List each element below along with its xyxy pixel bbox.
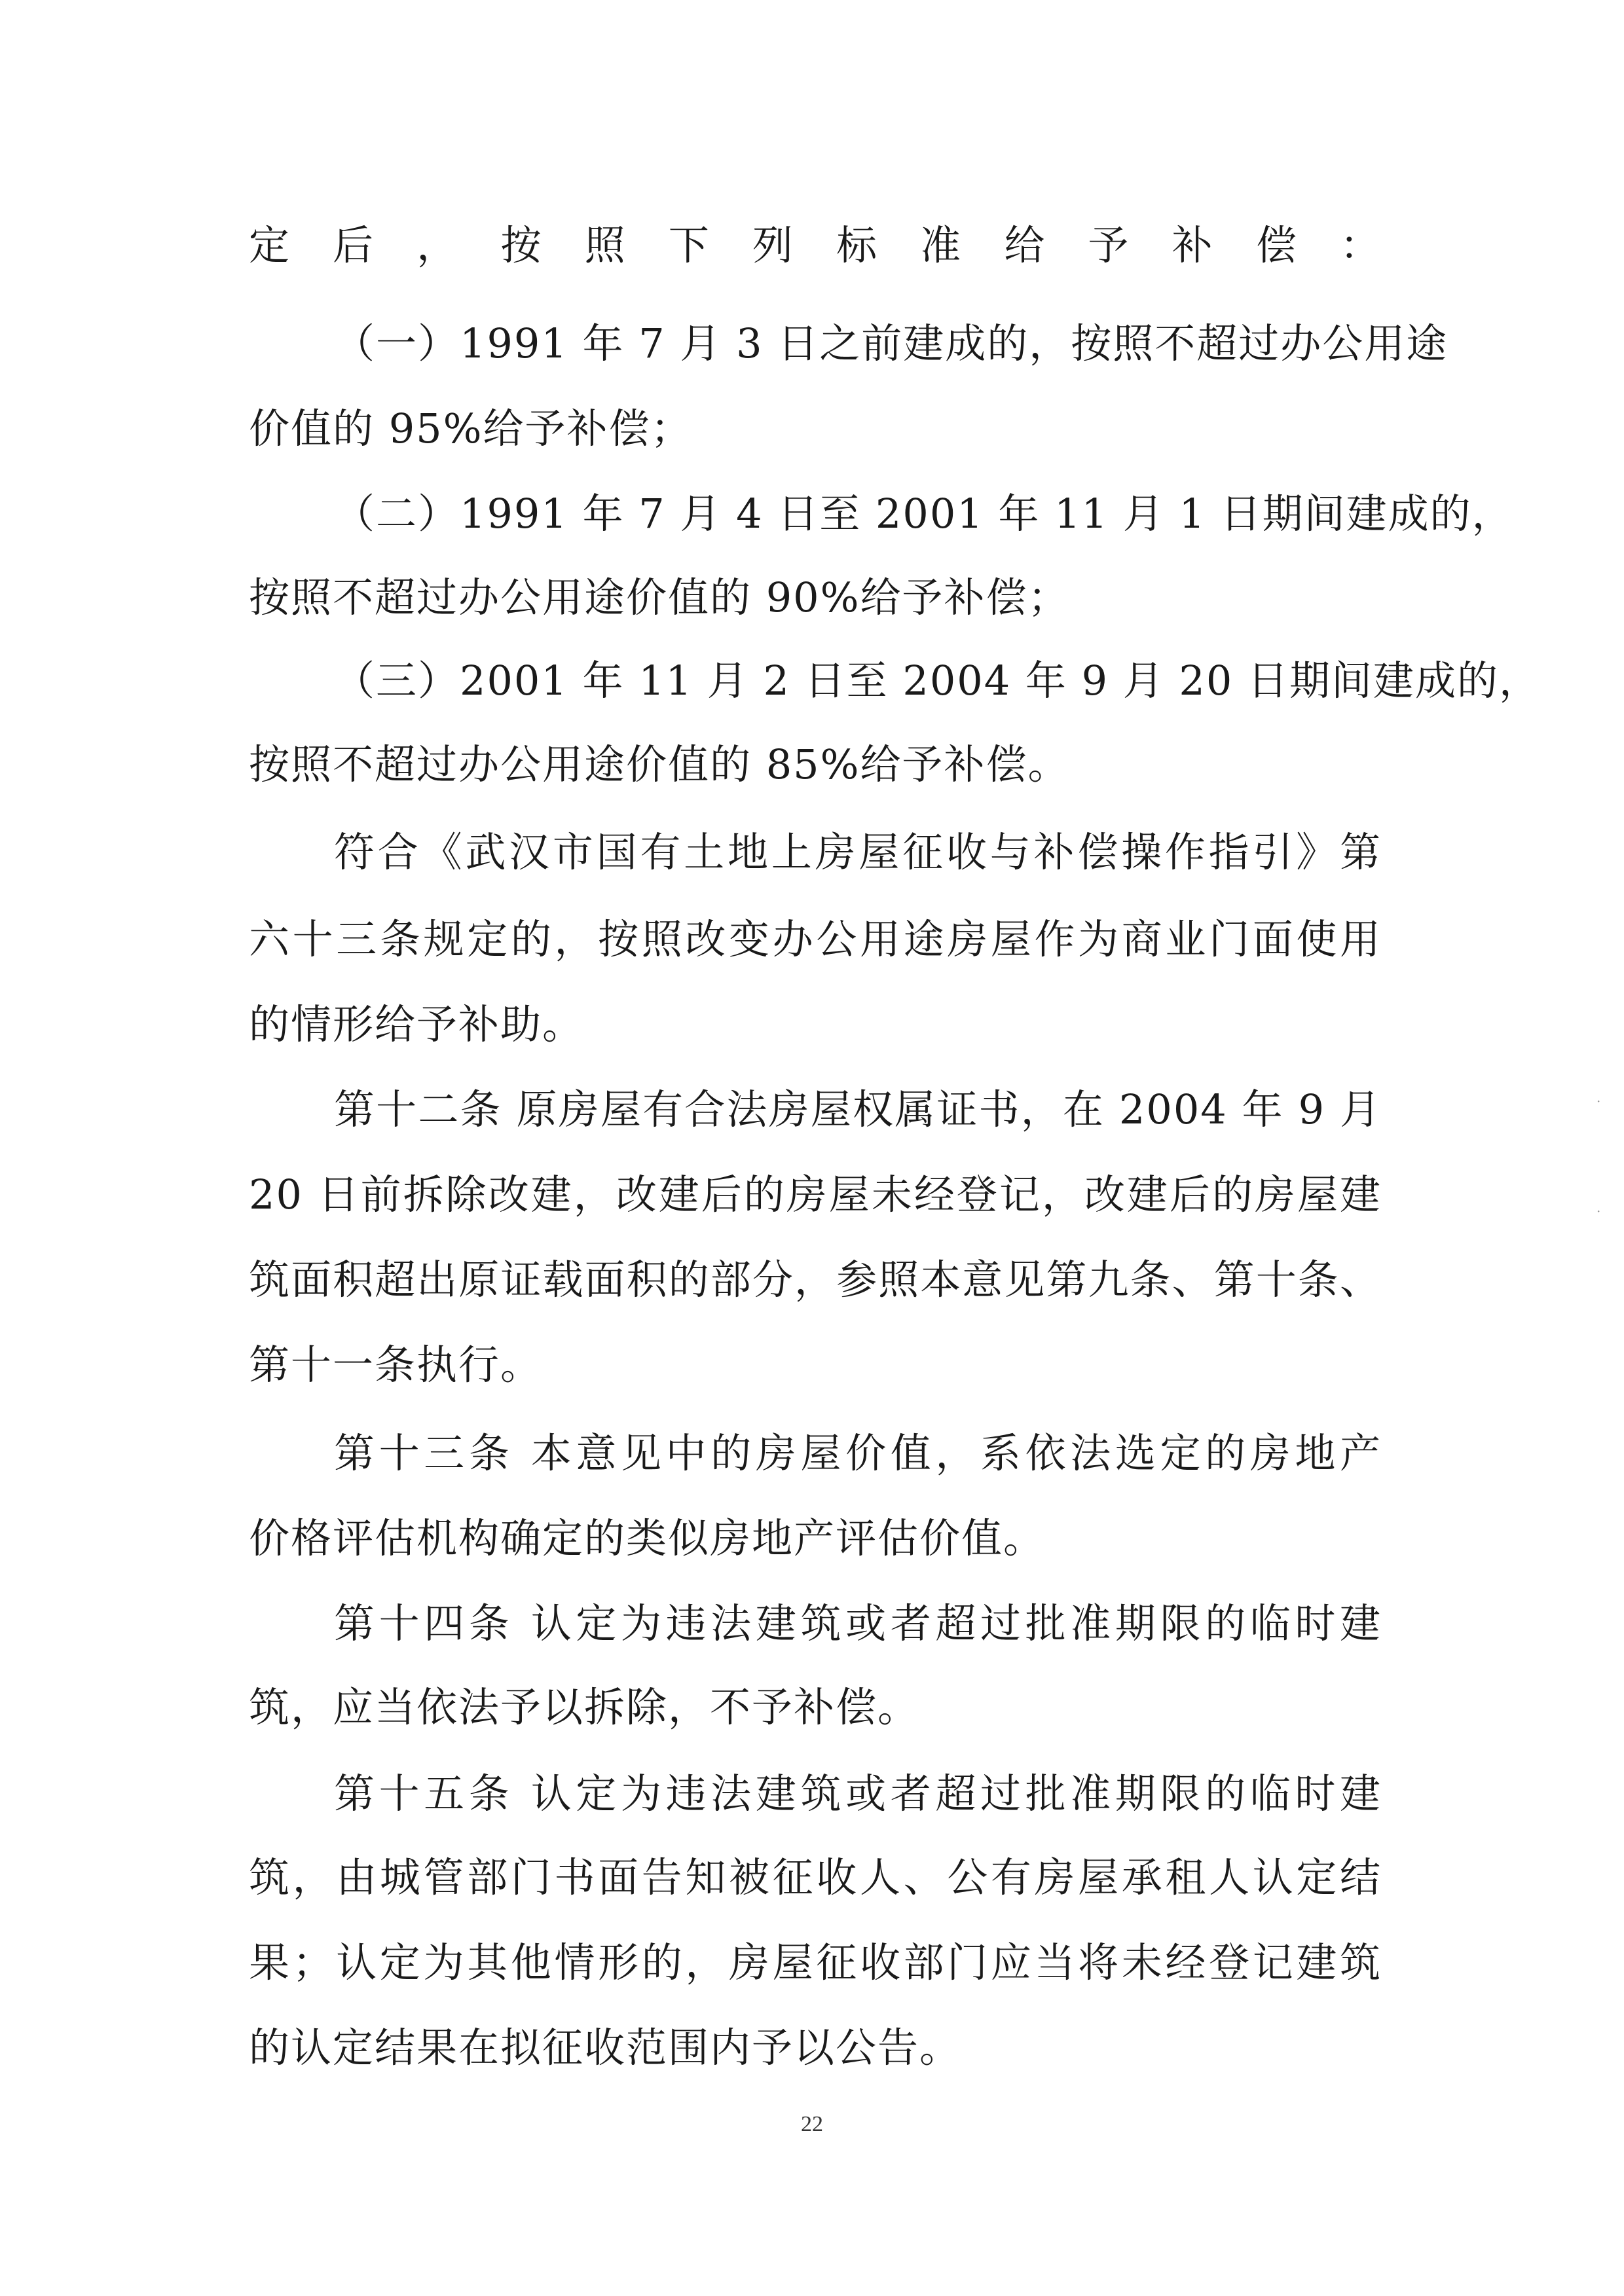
text-line-21: 果；认定为其他情形的，房屋征收部门应当将未经登记建筑 <box>249 1939 1382 1986</box>
text-line-3: 价值的 95%给予补偿； <box>249 405 693 452</box>
scan-speck-mark: · <box>1596 1203 1601 1219</box>
text-line-12: 20 日前拆除改建，改建后的房屋未经登记，改建后的房屋建 <box>249 1171 1382 1218</box>
text-line-19: 第十五条 认定为违法建筑或者超过批准期限的临时建 <box>334 1770 1382 1817</box>
text-line-2: （一）1991 年 7 月 3 日之前建成的，按照不超过办公用途 <box>334 319 1449 367</box>
text-line-22: 的认定结果在拟征收范围内予以公告。 <box>249 2024 962 2071</box>
text-line-13: 筑面积超出原证载面积的部分，参照本意见第九条、第十条、 <box>249 1256 1382 1303</box>
text-line-4: （二）1991 年 7 月 4 日至 2001 年 11 月 1 日期间建成的， <box>334 490 1514 538</box>
text-line-10: 的情形给予补助。 <box>249 1000 585 1048</box>
text-line-16: 价格评估机构确定的类似房地产评估价值。 <box>249 1514 1046 1562</box>
text-line-1: 定后，按照下列标准给予补偿： <box>249 221 1382 269</box>
scan-speck-mark: · <box>1596 1093 1601 1109</box>
text-line-17: 第十四条 认定为违法建筑或者超过批准期限的临时建 <box>334 1599 1382 1647</box>
text-line-11: 第十二条 原房屋有合法房屋权属证书，在 2004 年 9 月 <box>334 1085 1382 1133</box>
text-line-15: 第十三条 本意见中的房屋价值，系依法选定的房地产 <box>334 1429 1382 1477</box>
text-line-6: （三）2001 年 11 月 2 日至 2004 年 9 月 20 日期间建成的， <box>334 657 1541 704</box>
text-line-9: 六十三条规定的，按照改变办公用途房屋作为商业门面使用 <box>249 915 1382 963</box>
text-line-20: 筑，由城管部门书面告知被征收人、公有房屋承租人认定结 <box>249 1853 1382 1901</box>
page-number: 22 <box>801 2112 823 2136</box>
text-line-5: 按照不超过办公用途价值的 90%给予补偿； <box>249 574 1070 621</box>
text-line-7: 按照不超过办公用途价值的 85%给予补偿。 <box>249 740 1070 788</box>
text-line-14: 第十一条执行。 <box>249 1341 543 1389</box>
text-line-18: 筑，应当依法予以拆除，不予补偿。 <box>249 1683 920 1731</box>
text-line-8: 符合《武汉市国有土地上房屋征收与补偿操作指引》第 <box>334 828 1382 876</box>
